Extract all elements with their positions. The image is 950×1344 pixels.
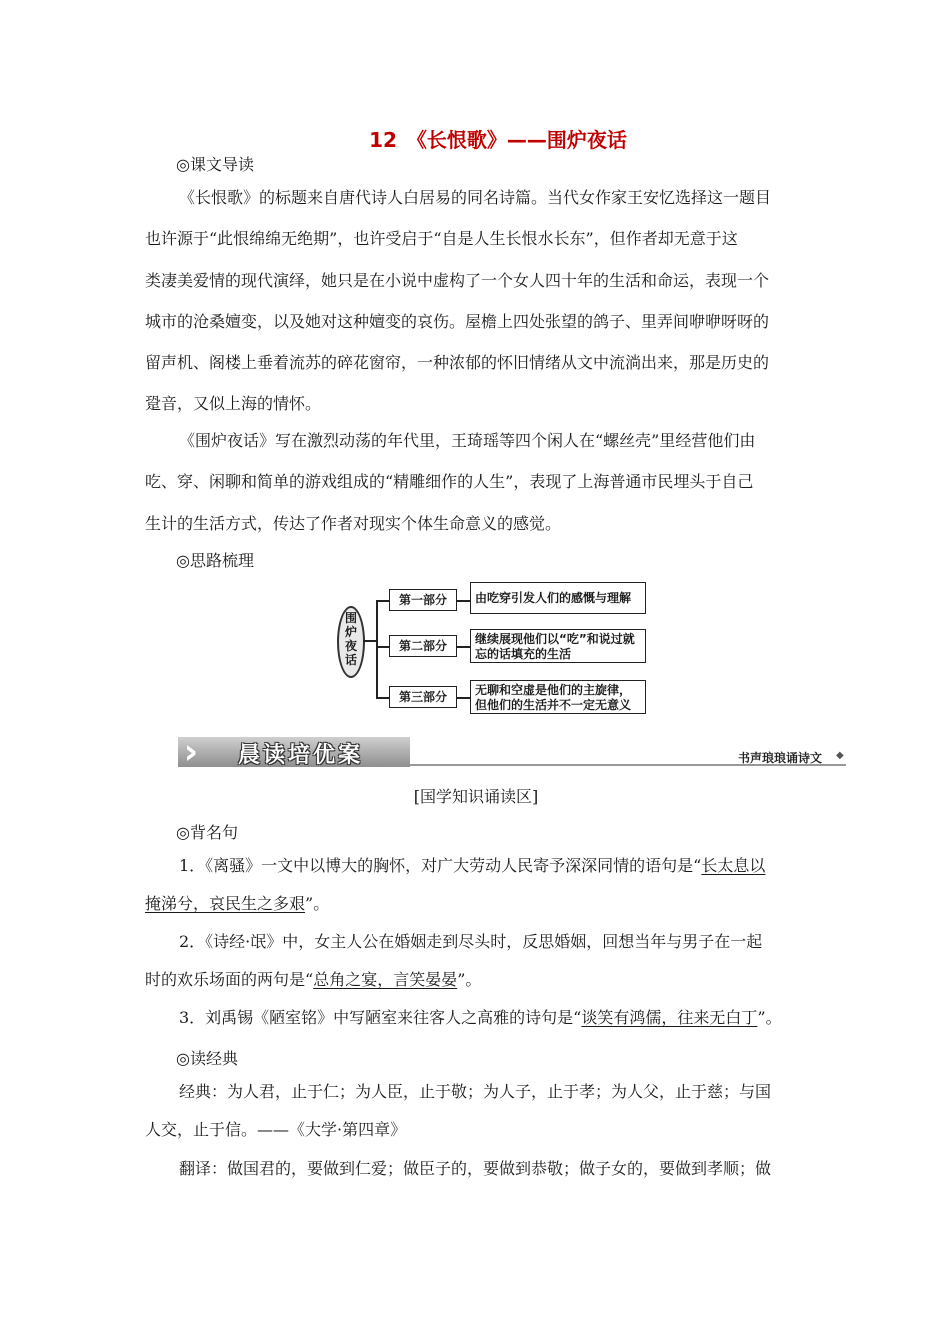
answer-text: 总角之宴，言笑晏晏	[313, 969, 458, 989]
question-2	[145, 923, 807, 998]
section-heading-recite: ◎背名句	[176, 823, 238, 842]
diamond-icon: ◆	[836, 750, 844, 761]
text-line: 人交，止于信。——《大学·第四章》	[145, 1119, 407, 1139]
question-text: ”。	[457, 969, 482, 989]
connector-line	[376, 600, 378, 698]
classic-text	[145, 1073, 807, 1148]
zone-title: [国学知识诵读区]	[413, 787, 539, 806]
diagram-part-1: 第一部分	[389, 589, 457, 611]
section-heading-classic: ◎读经典	[176, 1049, 238, 1068]
text-line: 留声机、阁楼上垂着流苏的碎花窗帘，一种浓郁的怀旧情绪从文中流淌出来，那是历史的	[145, 353, 770, 373]
diagram-center-label: 围炉夜话	[344, 611, 357, 667]
answer-text: 长太息以	[701, 856, 766, 875]
page-title: 12 《长恨歌》——围炉夜话	[369, 128, 627, 152]
question-text: ”。	[757, 1008, 782, 1027]
connector-line	[363, 640, 377, 642]
translation-text	[145, 1150, 807, 1188]
text-line: 吃、穿、闲聊和简单的游戏组成的“精雕细作的人生”，表现了上海普通市民埋头于自己	[145, 472, 754, 492]
answer-text: 谈笑有鸿儒，往来无白丁	[581, 1008, 758, 1027]
text-line: 生计的生活方式，传达了作者对现实个体生命意义的感觉。	[145, 513, 562, 533]
question-1	[145, 847, 807, 922]
question-text: 3．刘禹锡《陋室铭》中写陋室来往客人之高雅的诗句是“	[179, 1008, 582, 1027]
section-heading-outline: ◎思路梳理	[176, 551, 254, 570]
question-text: ”。	[305, 893, 330, 913]
diagram-part-2: 第二部分	[389, 635, 457, 657]
question-text: 时的欢乐场面的两句是“	[145, 969, 314, 989]
text-line: 城市的沧桑嬗变，以及她对这种嬗变的哀伤。屋檐上四处张望的鸽子、里弄间咿咿呀呀的	[145, 311, 770, 331]
connector-line	[376, 646, 389, 648]
text-line: 也许源于“此恨绵绵无绝期”，也许受启于“自是人生长恨水长东”，但作者却无意于这	[145, 229, 738, 249]
text-line: 翻译：做国君的，要做到仁爱；做臣子的，要做到恭敬；做子女的，要做到孝顺；做	[179, 1159, 772, 1178]
banner-title: 晨读培优案	[238, 743, 364, 768]
text-line: 类凄美爱情的现代演绎，她只是在小说中虚构了一个女人四十年的生活和命运，表现一个	[145, 270, 770, 290]
section-heading-intro: ◎课文导读	[176, 155, 254, 174]
text-line: 《围炉夜话》写在激烈动荡的年代里，王琦瑶等四个闲人在“螺丝壳”里经营他们由	[179, 431, 756, 450]
diagram-desc-3: 无聊和空虚是他们的主旋律，但他们的生活并不一定无意义	[470, 680, 646, 714]
text-line: 经典：为人君，止于仁；为人臣，止于敬；为人子，止于孝；为人父，止于慈；与国	[179, 1082, 772, 1101]
question-3	[145, 999, 807, 1037]
banner-subtitle: 书声琅琅诵诗文	[738, 751, 823, 765]
question-text: 2．《诗经·氓》中，女主人公在婚姻走到尽头时，反思婚姻，回想当年与男子在一起	[179, 932, 763, 951]
connector-line	[376, 600, 389, 602]
answer-text: 掩涕兮，哀民生之多艰	[145, 893, 306, 913]
question-text: 1．《离骚》一文中以博大的胸怀，对广大劳动人民寄予深深同情的语句是“	[179, 856, 702, 875]
diagram-desc-2: 继续展现他们以“吃”和说过就忘的话填充的生活	[470, 629, 646, 663]
text-line: 跫音，又似上海的情怀。	[145, 394, 322, 414]
connector-line	[457, 600, 470, 602]
connector-line	[457, 646, 470, 648]
connector-line	[376, 697, 389, 699]
diagram-desc-1: 由吃穿引发人们的感慨与理解	[470, 582, 646, 614]
intro-paragraph-1	[145, 177, 807, 425]
intro-paragraph-2	[145, 420, 807, 544]
text-line: 《长恨歌》的标题来自唐代诗人白居易的同名诗篇。当代女作家王安忆选择这一题目	[179, 188, 772, 207]
connector-line	[457, 697, 470, 699]
diagram-part-3: 第三部分	[389, 686, 457, 708]
